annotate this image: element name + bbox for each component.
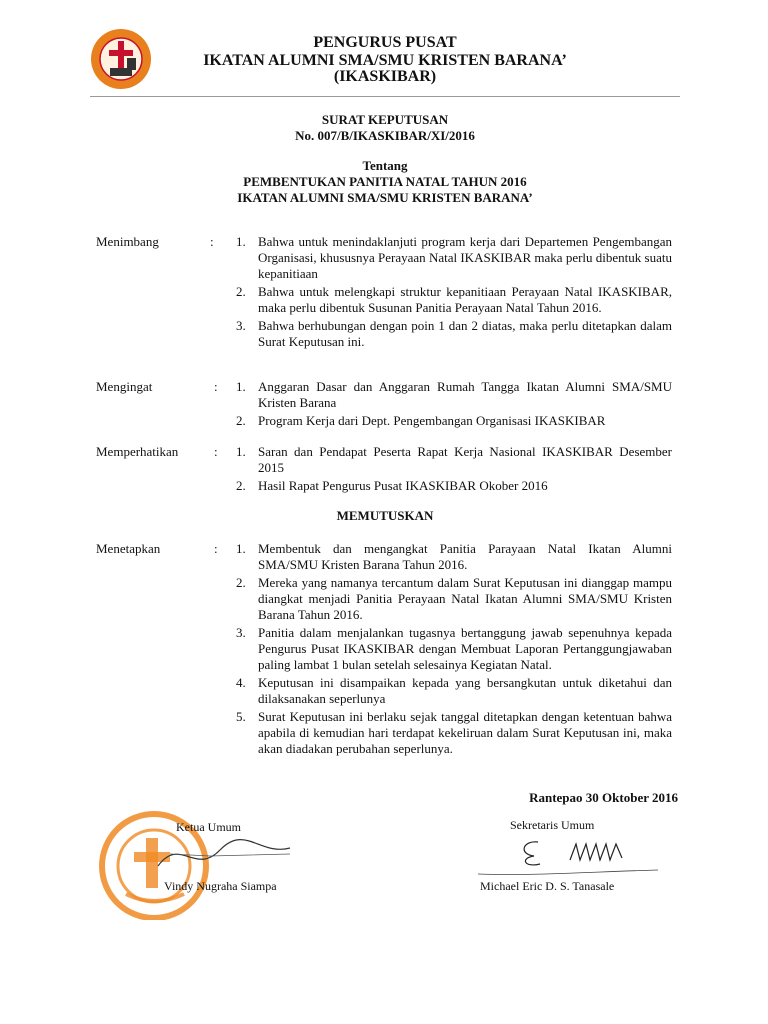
letterhead-line2: IKATAN ALUMNI SMA/SMU KRISTEN BARANA’ — [203, 52, 567, 69]
letterhead-line1: PENGURUS PUSAT — [313, 34, 457, 51]
left-signatory-role: Ketua Umum — [176, 820, 241, 834]
ikaskibar-logo — [90, 28, 152, 90]
left-signatory-name: Vindy Nugraha Siampa — [164, 879, 277, 893]
list-item: 1. Saran dan Pendapat Peserta Rapat Kerja Nasional IKASKIBAR Desember 2015 — [236, 444, 672, 475]
place-date: Rantepao 30 Oktober 2016 — [529, 790, 678, 805]
memutuskan-heading: MEMUTUSKAN — [336, 508, 434, 523]
list-item: 2. Bahwa untuk melengkapi struktur kepanitiaan Perayaan Natal IKASKIBAR, maka perlu dibentuk Susunan Panitia Perayaan Natal Tahun 2016. — [236, 284, 672, 315]
list-item: 1. Anggaran Dasar dan Anggaran Rumah Tangga Ikatan Alumni SMA/SMU Kristen Barana — [236, 379, 672, 410]
menimbang-label: Menimbang — [96, 234, 159, 249]
subject-line2: IKATAN ALUMNI SMA/SMU KRISTEN BARANA’ — [237, 190, 533, 205]
right-signatory-role: Sekretaris Umum — [510, 818, 595, 832]
header-divider — [90, 96, 680, 97]
subject-line1: PEMBENTUKAN PANITIA NATAL TAHUN 2016 — [243, 174, 527, 189]
list-item: 1. Membentuk dan mengangkat Panitia Parayaan Natal Ikatan Alumni SMA/SMU Kristen Barana Tahun 2016. — [236, 541, 672, 572]
left-signature — [150, 826, 300, 880]
list-item: 3. Panitia dalam menjalankan tugasnya bertanggung jawab sepenuhnya kepada Pengurus Pusat IKASKIBAR dengan Membuat Laporan Pertanggungjawaban paling lambat 1 bulan setelah selesainya Kegiatan Natal. — [236, 625, 672, 672]
tentang-label: Tentang — [362, 158, 408, 173]
mengingat-colon: : — [214, 379, 218, 394]
decree-number: No. 007/B/IKASKIBAR/XI/2016 — [295, 128, 475, 143]
menetapkan-label: Menetapkan — [96, 541, 161, 556]
memperhatikan-list — [232, 444, 672, 496]
list-item: 5. Surat Keputusan ini berlaku sejak tanggal ditetapkan dengan ketentuan bahwa apabila di kemudian hari terdapat kekeliruan dalam Surat Keputusan ini, maka akan diadakan perubahan seperlunya. — [236, 709, 672, 756]
menimbang-colon: : — [210, 234, 214, 249]
memperhatikan-colon: : — [214, 444, 218, 459]
menetapkan-colon: : — [214, 541, 218, 556]
list-item: 1. Bahwa untuk menindaklanjuti program kerja dari Departemen Pengembangan Organisasi, khususnya Perayaan Natal IKASKIBAR maka perlu dibentuk suatu kepanitiaan — [236, 234, 672, 281]
list-item: 2. Program Kerja dari Dept. Pengembangan Organisasi IKASKIBAR — [236, 413, 606, 428]
memperhatikan-label: Memperhatikan — [96, 444, 179, 459]
list-item: 2. Mereka yang namanya tercantum dalam Surat Keputusan ini dianggap mampu diangkat menjadi Panitia Perayaan Natal Ikatan Alumni SMA/SMU Kristen Barana Tahun 2016. — [236, 575, 672, 622]
list-item: 4. Keputusan ini disampaikan kepada yang bersangkutan untuk diketahui dan dilaksanakan seperlunya — [236, 675, 672, 706]
decree-heading: SURAT KEPUTUSAN — [321, 112, 449, 127]
list-item: 2. Hasil Rapat Pengurus Pusat IKASKIBAR Okober 2016 — [236, 478, 548, 493]
letterhead-line3: (IKASKIBAR) — [333, 68, 437, 85]
mengingat-list — [232, 379, 672, 431]
right-signatory-name: Michael Eric D. S. Tanasale — [480, 879, 615, 893]
mengingat-label: Mengingat — [96, 379, 153, 394]
menetapkan-list — [232, 541, 672, 759]
right-signature — [468, 830, 668, 878]
menimbang-list — [232, 234, 672, 352]
list-item: 3. Bahwa berhubungan dengan poin 1 dan 2 diatas, maka perlu ditetapkan dalam Surat Keputusan ini. — [236, 318, 672, 349]
